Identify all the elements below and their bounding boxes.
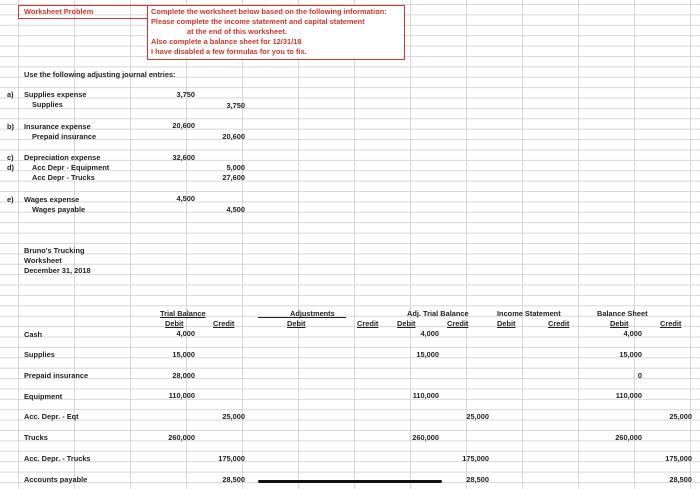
entry-debit-account: Insurance expense (24, 122, 91, 131)
entry-credit-account: Supplies (32, 100, 63, 109)
tb-debit: 110,000 (168, 391, 195, 400)
entry-debit-amount: 20,600 (172, 121, 195, 130)
bs-debit: 110,000 (615, 391, 642, 400)
entry-credit-amount: 27,600 (222, 173, 245, 182)
col-tb-debit: Debit (165, 319, 184, 328)
bs-debit: 4,000 (623, 329, 642, 338)
atb-debit: 260,000 (412, 433, 439, 442)
entry-debit-amount: 4,500 (176, 194, 195, 203)
col-atb-credit: Credit (447, 319, 469, 328)
bs-credit: 28,500 (669, 475, 692, 484)
col-atb-debit: Debit (397, 319, 416, 328)
entry-letter: e) (7, 195, 14, 204)
account-name: Supplies (24, 350, 55, 359)
account-name: Acc. Depr. - Eqt (24, 412, 79, 421)
instruction-line-2: Please complete the income statement and capital statement (151, 17, 365, 26)
col-group-income-statement: Income Statement (497, 309, 561, 318)
tb-debit: 260,000 (168, 433, 195, 442)
atb-credit: 25,000 (466, 412, 489, 421)
col-group-adj-trial-balance: Adj. Trial Balance (407, 309, 469, 318)
bs-credit: 175,000 (665, 454, 692, 463)
atb-debit: 4,000 (420, 329, 439, 338)
entry-credit-account: Wages payable (32, 205, 86, 214)
bs-credit: 25,000 (669, 412, 692, 421)
col-adj-credit: Credit (357, 319, 379, 328)
document-name: Worksheet (24, 256, 62, 265)
worksheet-title: Worksheet Problem (24, 7, 94, 16)
entry-credit-amount: 4,500 (226, 205, 245, 214)
account-name: Acc. Depr. - Trucks (24, 454, 91, 463)
instruction-line-5: I have disabled a few formulas for you to fix. (151, 47, 307, 56)
tb-credit: 28,500 (222, 475, 245, 484)
bs-debit: 260,000 (615, 433, 642, 442)
tb-debit: 4,000 (176, 329, 195, 338)
col-group-adjustments: Adjustments (290, 309, 335, 318)
entry-debit-amount: 3,750 (176, 90, 195, 99)
instruction-line-3: at the end of this worksheet. (187, 27, 287, 36)
tb-debit: 28,000 (172, 371, 195, 380)
adjustments-underline (258, 317, 346, 318)
entry-debit-amount: 32,600 (172, 153, 195, 162)
tb-credit: 175,000 (218, 454, 245, 463)
company-name: Bruno's Trucking (24, 246, 85, 255)
scroll-indicator[interactable] (258, 480, 442, 483)
col-bs-credit: Credit (660, 319, 682, 328)
adjustments-intro: Use the following adjusting journal entries: (24, 70, 176, 79)
entry-credit-amount: 5,000 (226, 163, 245, 172)
instruction-line-4: Also complete a balance sheet for 12/31/18 (151, 37, 302, 46)
account-name: Accounts payable (24, 475, 88, 484)
entry-credit-amount: 20,600 (222, 132, 245, 141)
entry-letter: d) (7, 163, 14, 172)
instruction-line-1: Complete the worksheet below based on the following information: (151, 7, 387, 16)
entry-credit-account: Acc Depr - Equipment (32, 163, 110, 172)
col-group-balance-sheet: Balance Sheet (597, 309, 648, 318)
account-name: Prepaid insurance (24, 371, 89, 380)
col-is-debit: Debit (497, 319, 516, 328)
entry-credit-amount: 3,750 (226, 101, 245, 110)
entry-debit-account: Depreciation expense (24, 153, 101, 162)
entry-credit-account: Prepaid insurance (32, 132, 97, 141)
entry-debit-account: Wages expense (24, 195, 80, 204)
tb-debit: 15,000 (172, 350, 195, 359)
col-tb-credit: Credit (213, 319, 235, 328)
col-adj-debit: Debit (287, 319, 306, 328)
col-bs-debit: Debit (610, 319, 629, 328)
bs-debit: 15,000 (619, 350, 642, 359)
bs-debit: 0 (637, 371, 642, 380)
entry-credit-account: Acc Depr - Trucks (32, 173, 95, 182)
entry-letter: a) (7, 90, 14, 99)
account-name: Equipment (24, 392, 63, 401)
atb-credit: 28,500 (466, 475, 489, 484)
account-name: Cash (24, 330, 43, 339)
atb-credit: 175,000 (462, 454, 489, 463)
entry-letter: c) (7, 153, 14, 162)
entry-debit-account: Supplies expense (24, 90, 87, 99)
entry-letter: b) (7, 122, 14, 131)
tb-credit: 25,000 (222, 412, 245, 421)
col-group-trial-balance: Trial Balance (160, 309, 206, 318)
col-is-credit: Credit (548, 319, 570, 328)
atb-debit: 110,000 (412, 391, 439, 400)
document-date: December 31, 2018 (24, 266, 91, 275)
account-name: Trucks (24, 433, 48, 442)
atb-debit: 15,000 (416, 350, 439, 359)
